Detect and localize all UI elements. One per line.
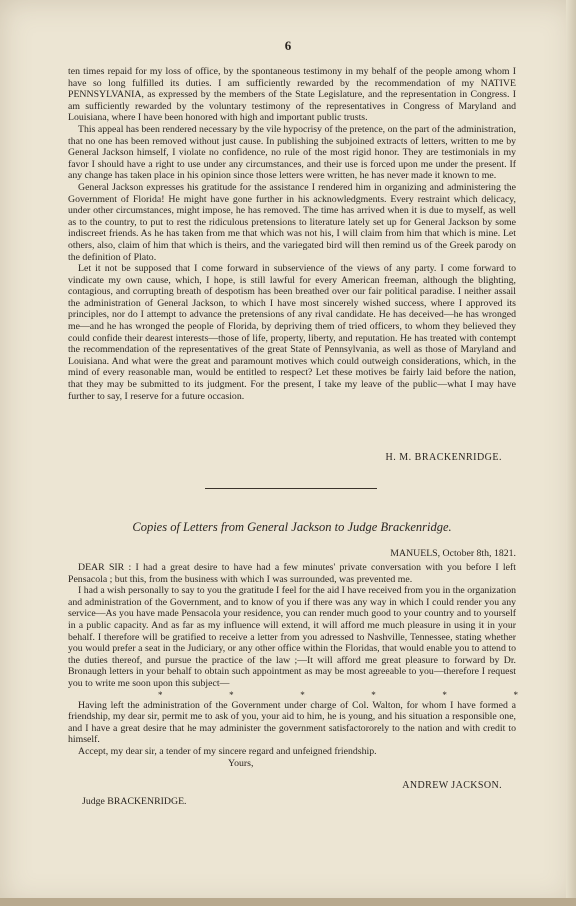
letter-paragraph-4: Accept, my dear sir, a tender of my sincere regard and unfeigned friendship. [78,745,377,757]
star: * [513,689,518,700]
letter-paragraph-3: Having left the administration of the Government under charge of Col. Walton, for whom I have formed a friendship, my dear sir, permit me to ask of you, your aid to him, he is young, and his situation a responsible one, and I have a great desire that he may administer the government satisfactororely to the nation and with credit to himself. [68,699,516,746]
star: * [229,689,234,700]
letters-heading: Copies of Letters from General Jackson to Judge Brackenridge. [132,520,452,534]
paragraph-4: Let it not be supposed that I come forward in subservience of the views of any party. I come forward to vindicate my own cause, which, I hope, is still lawful for every American freeman, although the blighting, contagious, and corrupting breath of despotism has been breathed over our fair political paradise. I neither assail the administration of General Jackson, to which I have most sincerely wished success, where I approved its principles, nor do I attempt to advance the pretensions of any rival candidate. He has deceived—he has wronged me—and he has wronged the people of Florida, by depriving them of tried officers, to whom they believed they could confide their dearest interests—those of life, property, liberty, and reputation. He has treated with contempt the recommendation of the representatives of the great State of Pennsylvania, as well as those of Maryland and Louisiana. And what were the great and paramount motives which could outweigh considerations, which, in the mind of every reasonable man, would be entitled to respect? Let these motives be fairly laid before the nation, that they may be submitted to its judgment. For the present, I take my leave of the public—what I may have further to say, I reserve for a future occasion. [68,263,516,402]
paragraph-2: This appeal has been rendered necessary by the vile hypocrisy of the pretence, on the part of the administration, that no one has been removed without just cause. In publishing the subjoined extracts of letters, written to me by General Jackson himself, I violate no confidence, no rule of the most rigid honor. They are testimonials in my favor I should have a right to use under any circumstances, and their use is forced upon me under the present. If any change has taken place in his opinion since those letters were written, he has never made it known to me. [68,123,516,182]
letter-paragraph-2: I had a wish personally to say to you the gratitude I feel for the aid I have received from you in the organization and administration of the Government, and to know of you if there was any way in which I could render you any service—As you have made Pensacola your residence, you can render much good to your country and to yourself in a public capacity. And as far as my influence will extend, it will afford me much pleasure in using it in your behalf. I therefore will be gratified to receive a letter from you adressed to Nashville, Tennessee, stating whether you would prefer a seat in the Judiciary, or any other office within the Floridas, that would enable you to attend to the duties thereof, and pursue the practice of the law ;—It will afford me great pleasure to forward by Dr. Bronaugh letters in your behalf to obtain such appointment as may be most agreeable to you—therefore I request you to write me soon upon this subject— [68,585,516,689]
page-edge-bottom [0,898,576,906]
letter-paragraph-1: DEAR SIR : I had a great desire to have had a few minutes' private conversation with you before I left Pensacola ; but this, from the business with which I was surrounded, was prevented me. [68,562,516,585]
letter-dateline: MANUELS, October 8th, 1821. [390,548,516,559]
letter-closing: Yours, [228,757,254,769]
star: * [371,689,376,700]
body-text [68,66,516,402]
star: * [300,689,305,700]
page-edge-right [566,0,576,906]
signature-brackenridge: H. M. BRACKENRIDGE. [385,452,502,463]
signature-jackson: ANDREW JACKSON. [402,780,502,791]
page-number: 6 [284,38,292,53]
ellipsis-stars [158,690,518,700]
section-divider [205,488,377,489]
letter-text [68,562,516,769]
letter-addressee: Judge BRACKENRIDGE. [82,796,187,807]
paragraph-3: General Jackson expresses his gratitude for the assistance I rendered him in organizing and administering the Government of Florida! He might have gone further in his acknowledgments. Every restraint which delicacy, under other circumstances, might impose, he has removed. The time has arrived when it is due to myself, as well as to the country, to put to rest the ridiculous pretensions to literature lately set up for General Jackson by some indiscreet friends. As he has taken from me that which was not his, I will claim from him that which is mine. Let others, also, claim of him that which is theirs, and the variegated bird will then remind us of the Greek parody on the definition of Plato. [68,181,516,263]
star: * [158,689,163,700]
star: * [442,689,447,700]
paragraph-1: ten times repaid for my loss of office, by the spontaneous testimony in my behalf of the people among whom I have so long fulfilled its duties. I am sufficiently rewarded by the recommendation of my NATIVE PENNSYLVANIA, as expressed by the members of the State Legislature, and the representation in Congress. I am sufficiently rewarded by the voluntary testimony of the representatives in Congress of Maryland and Louisiana, where I have been honored with high and important public trusts. [68,66,516,124]
